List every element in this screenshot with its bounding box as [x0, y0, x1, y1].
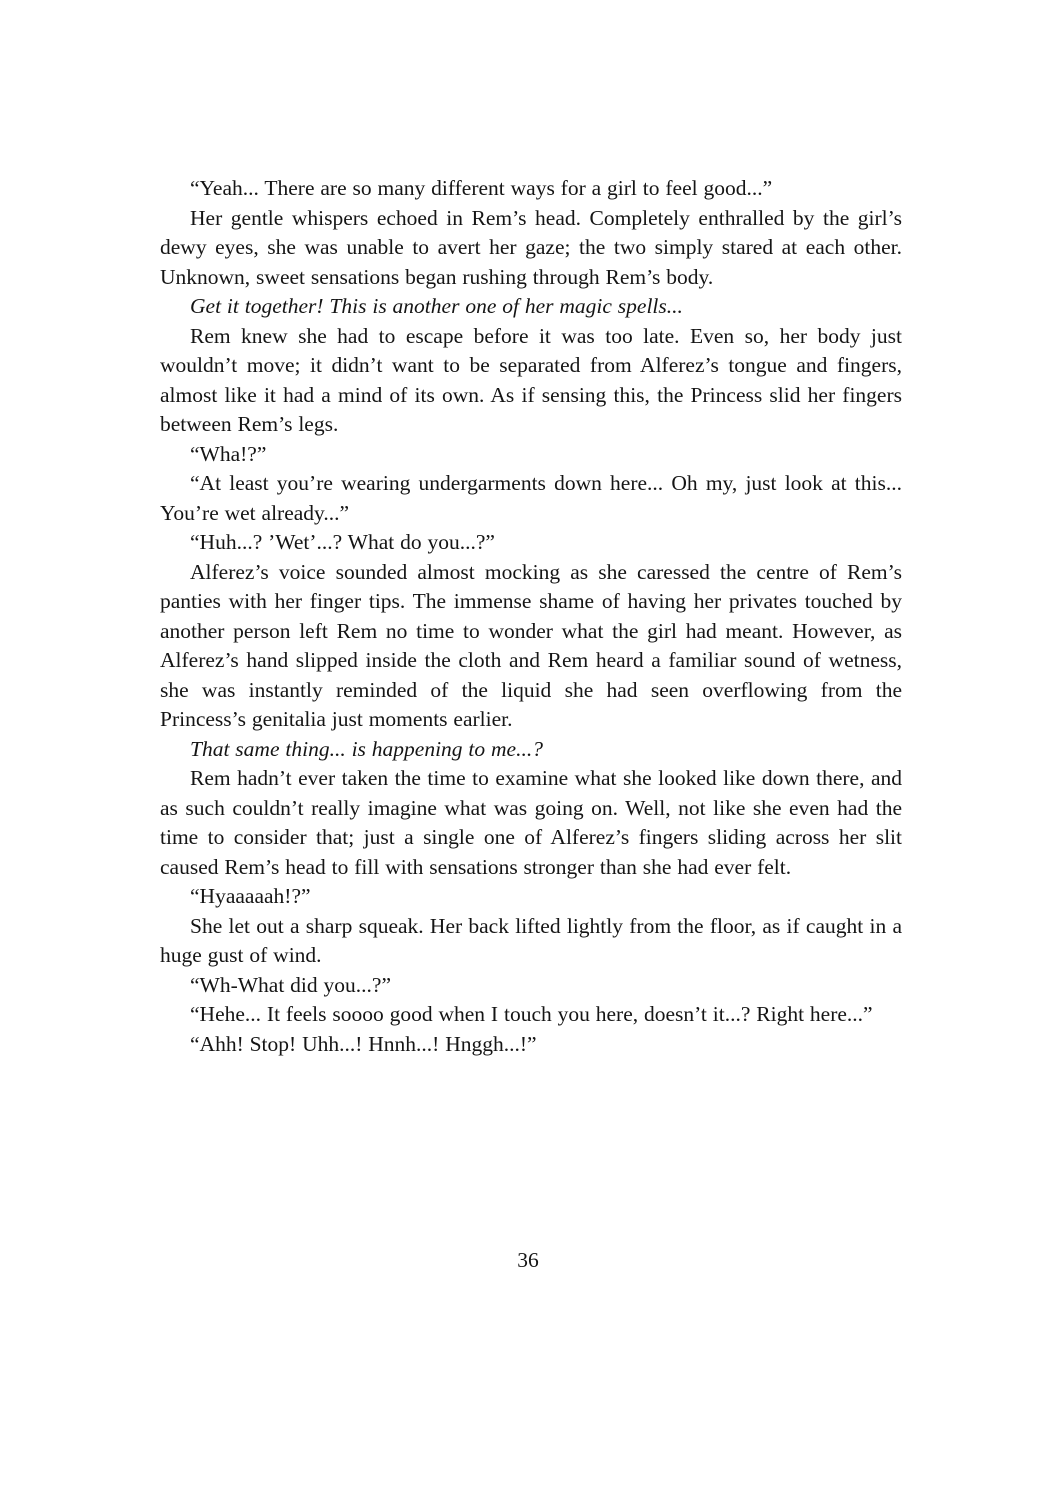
paragraph: She let out a sharp squeak. Her back lifted lightly from the floor, as if caught in a huge gust of wind. — [160, 913, 902, 967]
paragraph: Get it together! This is another one of her magic spells... — [190, 294, 683, 318]
paragraph: Her gentle whispers echoed in Rem’s head. Completely enthralled by the girl’s dewy eyes, she was unable to avert her gaze; the two simply stared at each other. Unknown, sweet sensations began rushing through Rem’s body. — [160, 205, 902, 289]
text-block — [160, 174, 902, 1059]
paragraph: “Yeah... There are so many different ways for a girl to feel good...” — [190, 176, 773, 200]
paragraph: “Wh-What did you...?” — [190, 972, 391, 997]
paragraph: Rem knew she had to escape before it was too late. Even so, her body just wouldn’t move; it didn’t want to be separated from Alferez’s tongue and fingers, almost like it had a mind of its own. As if sensing this, the Princess slid her fingers between Rem’s legs. — [160, 323, 902, 436]
paragraph: “At least you’re wearing undergarments down here... Oh my, just look at this... You’re wet already...” — [160, 471, 902, 525]
paragraph: Rem hadn’t ever taken the time to examine what she looked like down there, and as such couldn’t really imagine what was going on. Well, not like she even had the time to consider that; just a single one of Alferez’s fingers sliding across her slit caused Rem’s head to fill with sensations stronger than she had ever felt. — [160, 766, 902, 879]
page-number: 36 — [517, 1248, 539, 1272]
paragraph: “Hehe... It feels soooo good when I touch you here, doesn’t it...? Right here...” — [190, 1002, 873, 1026]
paragraph: “Wha!?” — [190, 441, 267, 466]
paragraph: “Ahh! Stop! Uhh...! Hnnh...! Hnggh...!” — [190, 1031, 537, 1056]
paragraph: That same thing... is happening to me...? — [190, 736, 543, 761]
paragraph: Alferez’s voice sounded almost mocking as she caressed the centre of Rem’s panties with her finger tips. The immense shame of having her privates touched by another person left Rem no time to wonder what the girl had meant. However, as Alferez’s hand slipped inside the cloth and Rem heard a familiar sound of wetness, she was instantly reminded of the liquid she had seen overflowing from the Princess’s genitalia just moments earlier. — [160, 559, 902, 731]
paragraph: “Hyaaaaah!?” — [190, 884, 311, 908]
paragraph: “Huh...? ’Wet’...? What do you...?” — [190, 530, 495, 554]
